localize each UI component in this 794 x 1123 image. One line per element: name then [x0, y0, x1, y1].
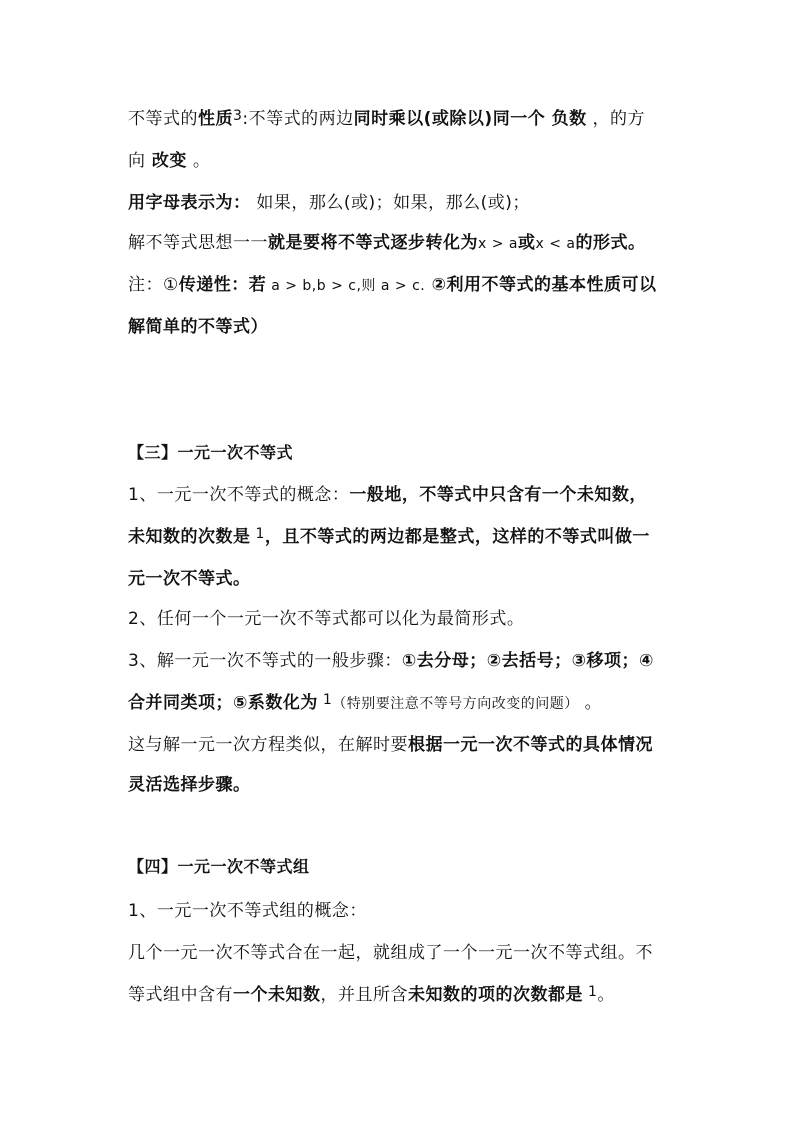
bold-run: 合并同类项；⑤系数化为: [128, 693, 318, 713]
prop3-line1: [128, 108, 645, 131]
s3-p4-line2: [128, 774, 251, 796]
bold-run: 的形式。: [575, 233, 646, 253]
text-run: 向: [128, 151, 146, 171]
idea-line: [128, 232, 646, 255]
text-run: :不等式的两边: [242, 109, 354, 129]
bold-run: 同时乘以(或除以)同一个: [353, 109, 546, 129]
math-run: x > a: [478, 236, 518, 252]
letters-line: [128, 192, 530, 214]
text-run: ，并且所含: [320, 985, 408, 1005]
text-run: 。: [578, 693, 603, 713]
bold-run: 元一次不等式。: [128, 569, 251, 589]
text-run: 等式组中含有: [128, 985, 233, 1005]
bold-run: 一个未知数: [233, 985, 321, 1005]
text-run: 不等式的: [128, 109, 198, 129]
s3-p1-line1: [128, 484, 647, 506]
bold-run: 根据一元一次不等式的具体情况: [408, 735, 653, 755]
bold-run: 性质: [198, 109, 233, 129]
bold-run: 传递性：若: [178, 275, 267, 295]
s3-p3-line2: [128, 692, 602, 715]
text-run: 注：①: [128, 275, 179, 295]
prop3-line2: [128, 150, 210, 172]
bold-run: 改变: [145, 151, 187, 171]
text-run: 。: [186, 151, 211, 171]
s3-p1-line3: [128, 568, 251, 590]
s3-p4-line1: [128, 734, 653, 756]
number-run: 1: [317, 692, 333, 708]
bold-run: ②利用不等式的基本性质可以: [425, 275, 657, 295]
text-run: 3、解一元一次不等式的一般步骤：: [128, 651, 402, 671]
s3-p3-line1: [128, 650, 654, 672]
section-four-heading: 【四】一元一次不等式组: [128, 857, 310, 876]
bold-run: 用字母表示为：: [128, 193, 251, 213]
number-run: 1: [250, 526, 265, 542]
bold-run: 未知数的次数是: [128, 527, 251, 547]
bold-run: 解简单的不等式）: [128, 317, 268, 337]
bold-run: ①去分母；②去括号；③移项；④: [401, 651, 654, 671]
note-line1: [128, 274, 657, 297]
math-run: x < a: [535, 236, 576, 252]
s4-p1: 1、一元一次不等式组的概念：: [128, 901, 367, 921]
text-run: 。: [597, 985, 615, 1005]
s3-p2: 2、任何一个一元一次不等式都可以化为最简形式。: [128, 609, 525, 629]
bold-run: 未知数的项的次数都是: [408, 985, 583, 1005]
bold-run: ，且不等式的两边都是整式，这样的不等式叫做一: [264, 527, 650, 547]
bold-run: 负数: [545, 109, 587, 129]
note-line2: [128, 316, 268, 338]
text-run: （特别要注意不等号方向改变的问题）: [332, 696, 579, 712]
s4-p2-line1: 几个一元一次不等式合在一起，就组成了一个一元一次不等式组。不: [128, 943, 653, 963]
text-run: ，的方: [586, 109, 646, 129]
number-run: 3: [233, 108, 243, 124]
number-run: 1: [583, 984, 598, 1000]
text-run: 解不等式思想一一: [128, 233, 268, 253]
text-run: 如果，那么(或)；如果，那么(或)；: [250, 193, 530, 213]
math-run: a > b,b > c,则 a > c.: [266, 278, 426, 294]
bold-run: 或: [518, 233, 536, 253]
text-run: 1、一元一次不等式的概念：: [128, 485, 350, 505]
section-three-heading: 【三】一元一次不等式: [128, 443, 294, 462]
bold-run: 一般地，不等式中只含有一个未知数，: [349, 485, 647, 505]
bold-run: 就是要将不等式逐步转化为: [268, 233, 478, 253]
s3-p1-line2: [128, 526, 650, 549]
text-run: 这与解一元一次方程类似，在解时要: [128, 735, 408, 755]
bold-run: 灵活选择步骤。: [128, 775, 251, 795]
s4-p2-line2: [128, 984, 615, 1007]
